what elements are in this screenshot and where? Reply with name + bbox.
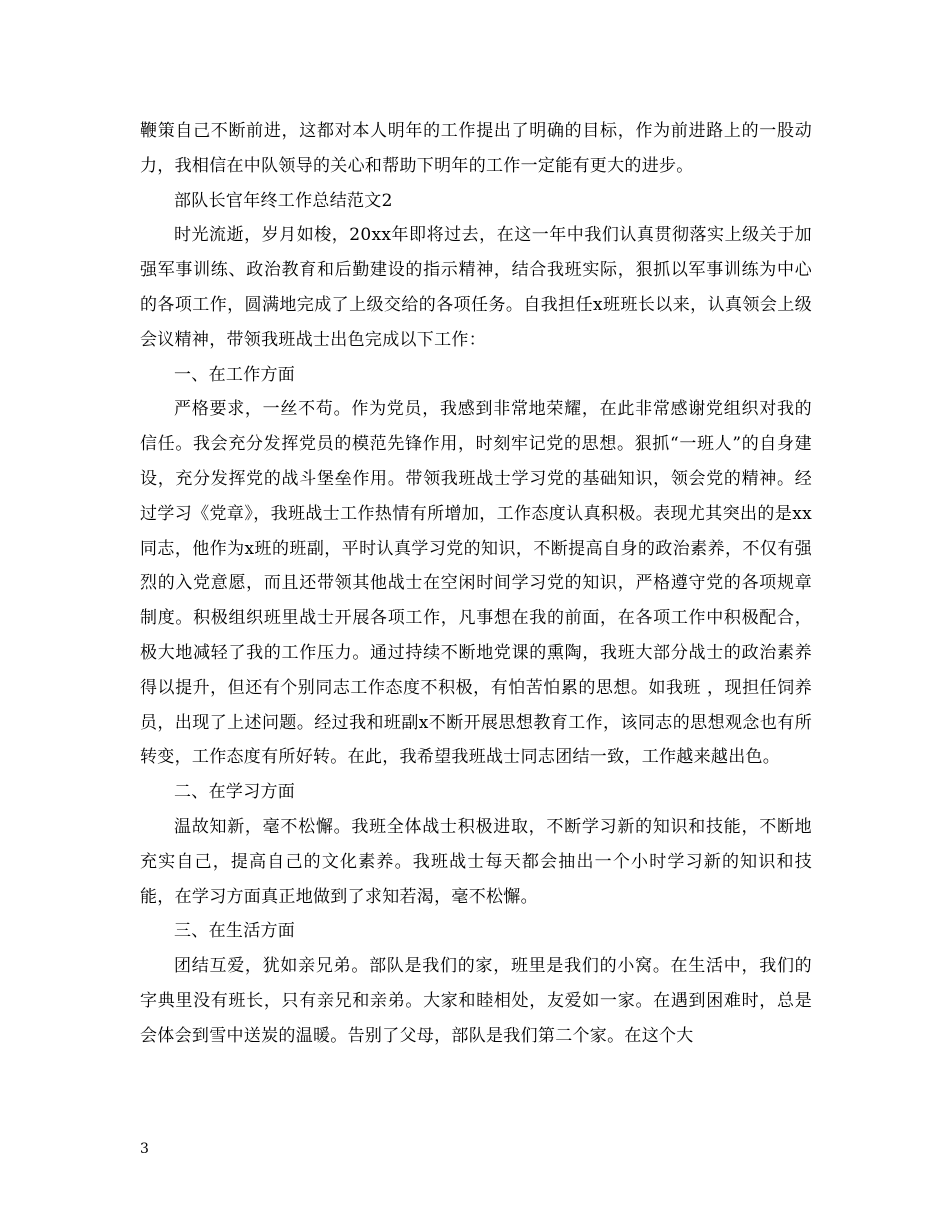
heading-work: 一、在工作方面 bbox=[174, 364, 296, 385]
heading-life: 三、在生活方面 bbox=[174, 921, 296, 942]
document-body bbox=[140, 114, 812, 1054]
paragraph-study: 温故知新，毫不松懈。我班全体战士积极进取，不断学习新的知识和技能，不断地充实自己，提高自己的文化素养。我班战士每天都会抽出一个小时学习新的知识和技能，在学习方面真正地做到了求知若渴，毫不松懈。 bbox=[140, 816, 812, 907]
section-title: 部队长官年终工作总结范文2 bbox=[174, 190, 393, 211]
paragraph-life: 团结互爱，犹如亲兄弟。部队是我们的家，班里是我们的小窝。在生活中，我们的字典里没有班长，只有亲兄和亲弟。大家和睦相处，友爱如一家。在遇到困难时，总是会体会到雪中送炭的温暖。告别了父母，部队是我们第二个家。在这个大 bbox=[140, 956, 812, 1046]
paragraph-work: 严格要求，一丝不苟。作为党员，我感到非常地荣耀，在此非常感谢党组织对我的信任。我会充分发挥党员的模范先锋作用，时刻牢记党的思想。狠抓“一班人”的自身建设，充分发挥党的战斗堡垒作用。带领我班战士学习党的基础知识，领会党的精神。经过学习《党章》，我班战士工作热情有所增加，工作态度认真积极。表现尤其突出的是xx同志，他作为x班的班副，平时认真学习党的知识，不断提高自身的政治素养，不仅有强烈的入党意愿，而且还带领其他战士在空闲时间学习党的知识，严格遵守党的各项规章制度。积极组织班里战士开展各项工作，凡事想在我的前面，在各项工作中积极配合，极大地减轻了我的工作压力。通过持续不断地党课的熏陶，我班大部分战士的政治素养得以提升，但还有个别同志工作态度不积极，有怕苦怕累的思想。如我班 ，现担任饲养员，出现了上述问题。经过我和班副x不断开展思想教育工作，该同志的思想观念也有所转变，工作态度有所好转。在此，我希望我班战士同志团结一致，工作越来越出色。 bbox=[140, 399, 812, 768]
paragraph-continuation: 鞭策自己不断前进，这都对本人明年的工作提出了明确的目标，作为前进路上的一股动力，我相信在中队领导的关心和帮助下明年的工作一定能有更大的进步。 bbox=[140, 121, 812, 176]
page-number: 3 bbox=[140, 1141, 149, 1157]
heading-study: 二、在学习方面 bbox=[174, 782, 296, 803]
paragraph-intro: 时光流逝，岁月如梭，20xx年即将过去，在这一年中我们认真贯彻落实上级关于加强军事训练、政治教育和后勤建设的指示精神，结合我班实际，狠抓以军事训练为中心的各项工作，圆满地完成了上级交给的各项任务。自我担任x班班长以来，认真领会上级会议精神，带领我班战士出色完成以下工作： bbox=[140, 225, 812, 350]
